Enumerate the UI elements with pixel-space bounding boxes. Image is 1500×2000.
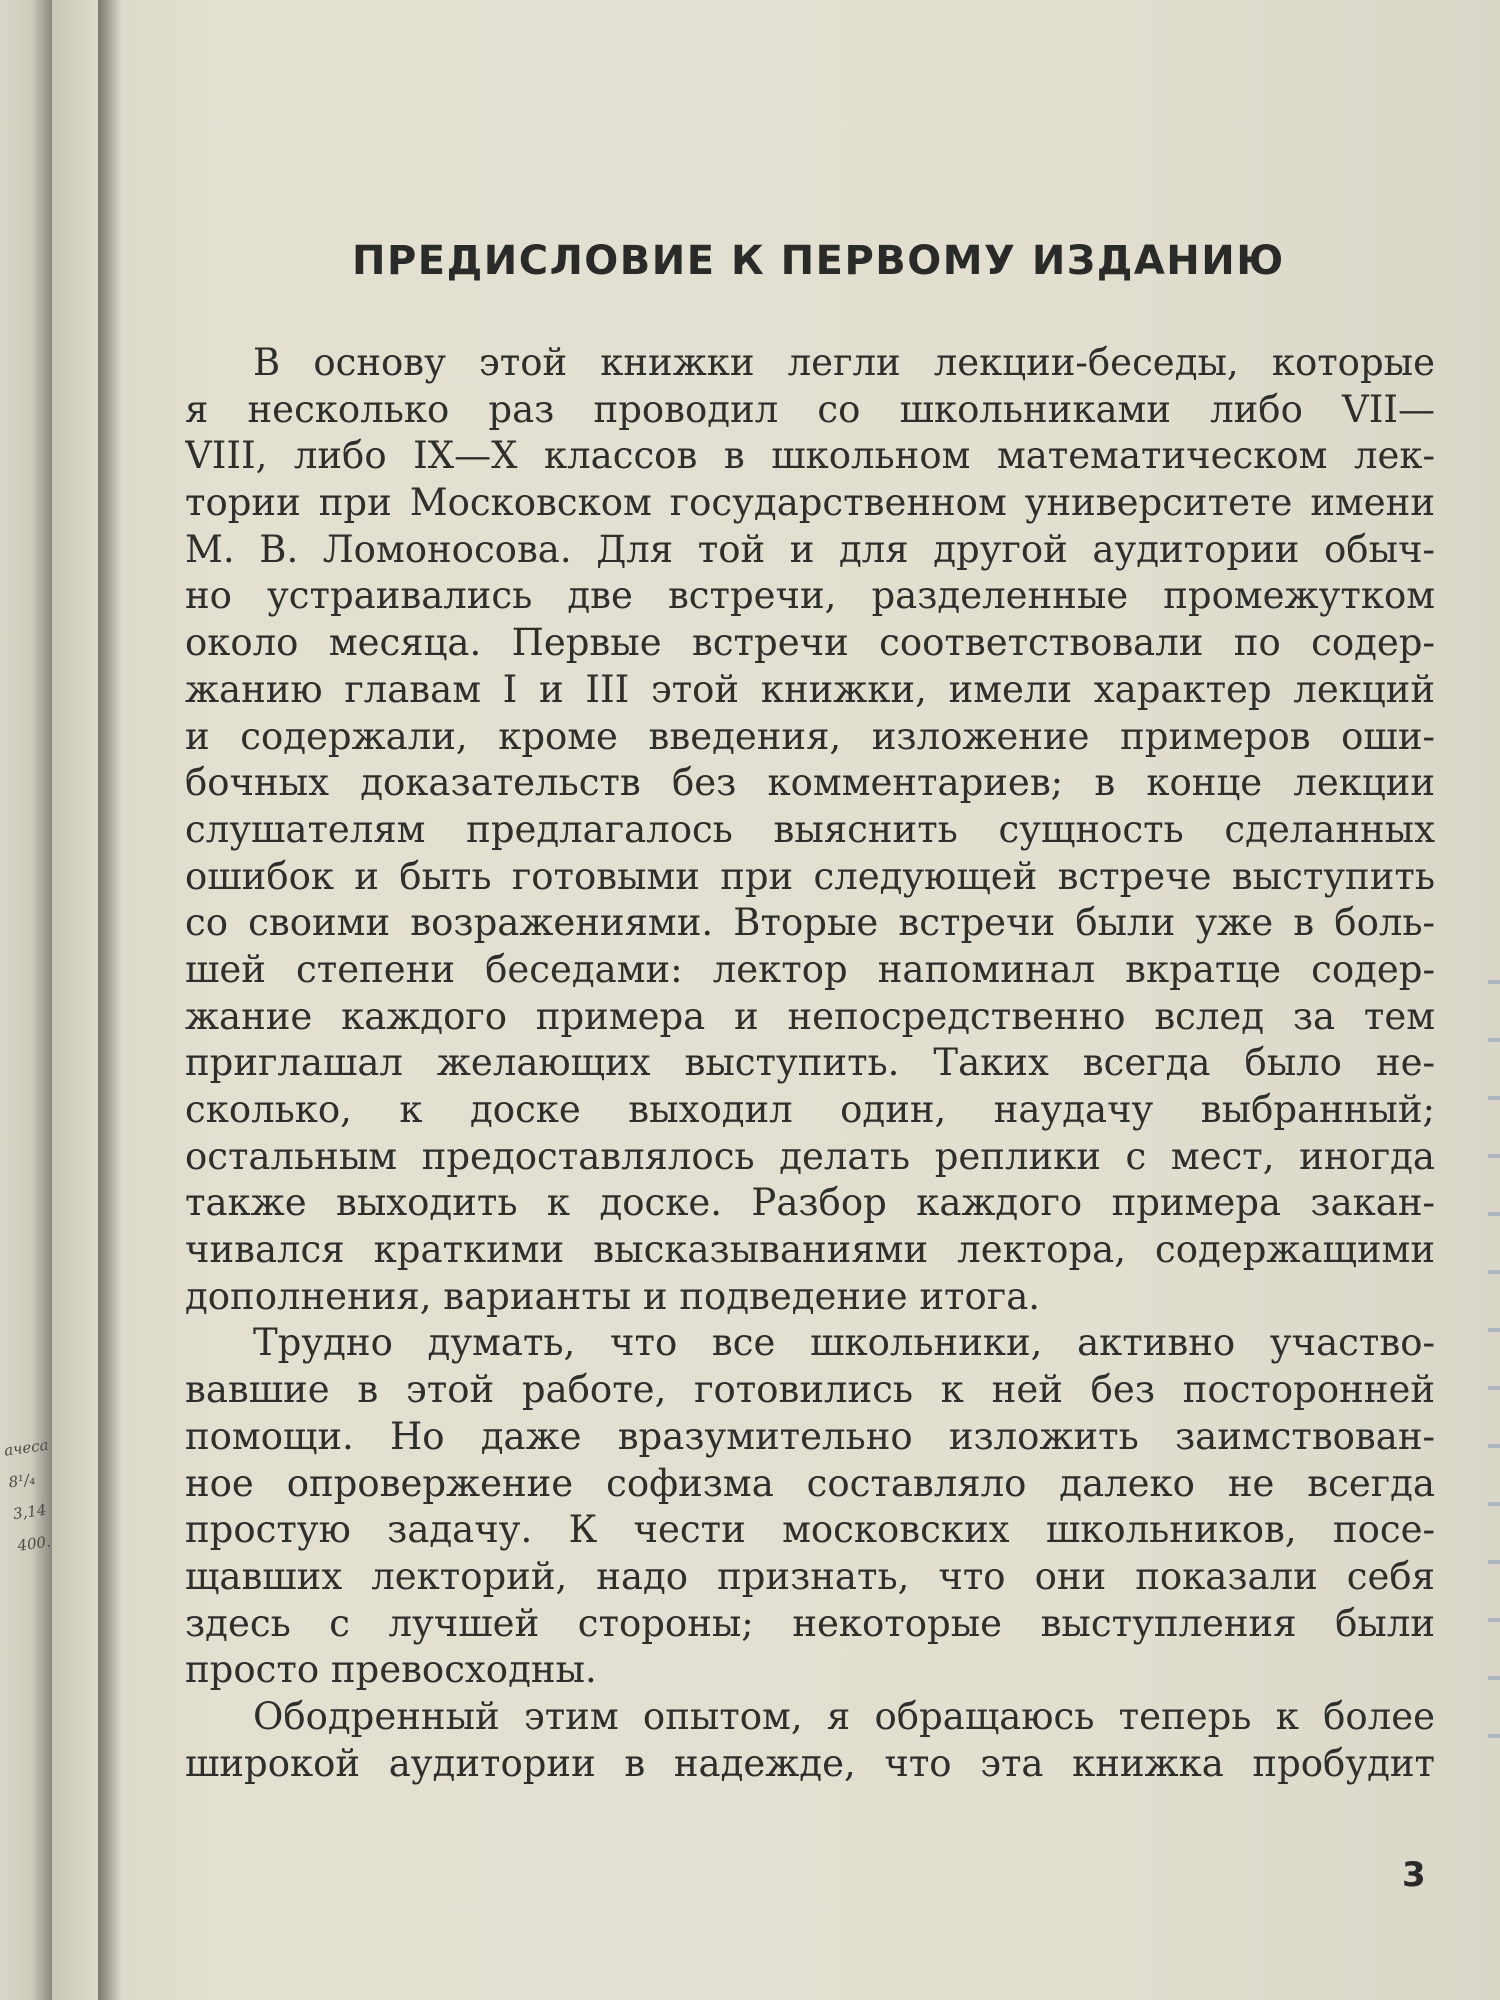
text-line: но устраивались две встречи, разделенные промежутком [185, 574, 1435, 618]
text-line: сколько, к доске выходил один, наудачу выбранный; [185, 1088, 1435, 1131]
text-line: слушателям предлагалось выяснить сущность сделанных [185, 807, 1435, 851]
body-text [185, 340, 1435, 1787]
text-line: и содержали, кроме введения, изложение примеров оши- [185, 714, 1435, 758]
text-line: здесь с лучшей стороны; некоторые выступления были [185, 1601, 1435, 1645]
text-line: также выходить к доске. Разбор каждого примера закан- [185, 1181, 1435, 1225]
text-line: Трудно думать, что все школьники, активно участво- [253, 1321, 1435, 1365]
text-line: со своими возражениями. Вторые встречи были уже в боль- [185, 901, 1435, 945]
text-line: остальным предоставлялось делать реплики с мест, иногда [185, 1134, 1435, 1178]
text-line: широкой аудитории в надежде, что эта книжка пробудит [185, 1741, 1435, 1785]
left-page-fragment: 3,14 [11, 1500, 48, 1524]
text-line: простую задачу. К чести московских школьников, посе- [185, 1508, 1435, 1552]
right-edge-marks [1488, 980, 1500, 1740]
left-page-edge [0, 0, 52, 2000]
text-line: VIII, либо IX—X классов в школьном математическом лек- [185, 434, 1435, 478]
text-line: шей степени беседами: лектор напоминал вкратце содер- [185, 947, 1435, 991]
text-line: дополнения, варианты и подведение итога. [185, 1274, 1041, 1318]
book-page [52, 0, 1500, 2000]
page-number: 3 [1402, 1855, 1426, 1895]
left-page-fragment: ачеса [2, 1435, 50, 1460]
left-page-fragment: 8¹/₄ [7, 1469, 37, 1492]
text-line: ное опровержение софизма составляло далеко не всегда [185, 1461, 1435, 1505]
text-line: я несколько раз проводил со школьниками либо VII— [185, 387, 1435, 431]
text-line: щавших лекторий, надо признать, что они показали себя [185, 1554, 1435, 1598]
text-line: тории при Московском государственном университете имени [185, 481, 1435, 525]
text-line: вавшие в этой работе, готовились к ней без посторонней [185, 1368, 1435, 1412]
text-line: Ободренный этим опытом, я обращаюсь теперь к более [253, 1694, 1435, 1738]
text-line: около месяца. Первые встречи соответствовали по содер- [185, 621, 1435, 665]
gutter-shadow [98, 0, 122, 2000]
text-line: жание каждого примера и непосредственно вслед за тем [185, 994, 1435, 1038]
text-line: приглашал желающих выступить. Таких всегда было не- [185, 1041, 1435, 1085]
text-line: М. В. Ломоносова. Для той и для другой аудитории обыч- [185, 527, 1435, 571]
text-line: помощи. Но даже вразумительно изложить заимствован- [185, 1414, 1435, 1458]
text-line: жанию главам I и III этой книжки, имели характер лекций [185, 667, 1435, 711]
text-line: бочных доказательств без комментариев; в конце лекции [185, 761, 1435, 805]
text-line: В основу этой книжки легли лекции-беседы, которые [253, 341, 1435, 384]
text-line: ошибок и быть готовыми при следующей встрече выступить [185, 854, 1435, 898]
page-title: ПРЕДИСЛОВИЕ К ПЕРВОМУ ИЗДАНИЮ [352, 238, 1285, 284]
text-line: чивался краткими высказываниями лектора, содержащими [185, 1228, 1435, 1272]
text-line: просто превосходны. [185, 1648, 597, 1692]
left-page-fragments [2, 1428, 52, 1561]
left-page-fragment: 400. [16, 1532, 52, 1555]
